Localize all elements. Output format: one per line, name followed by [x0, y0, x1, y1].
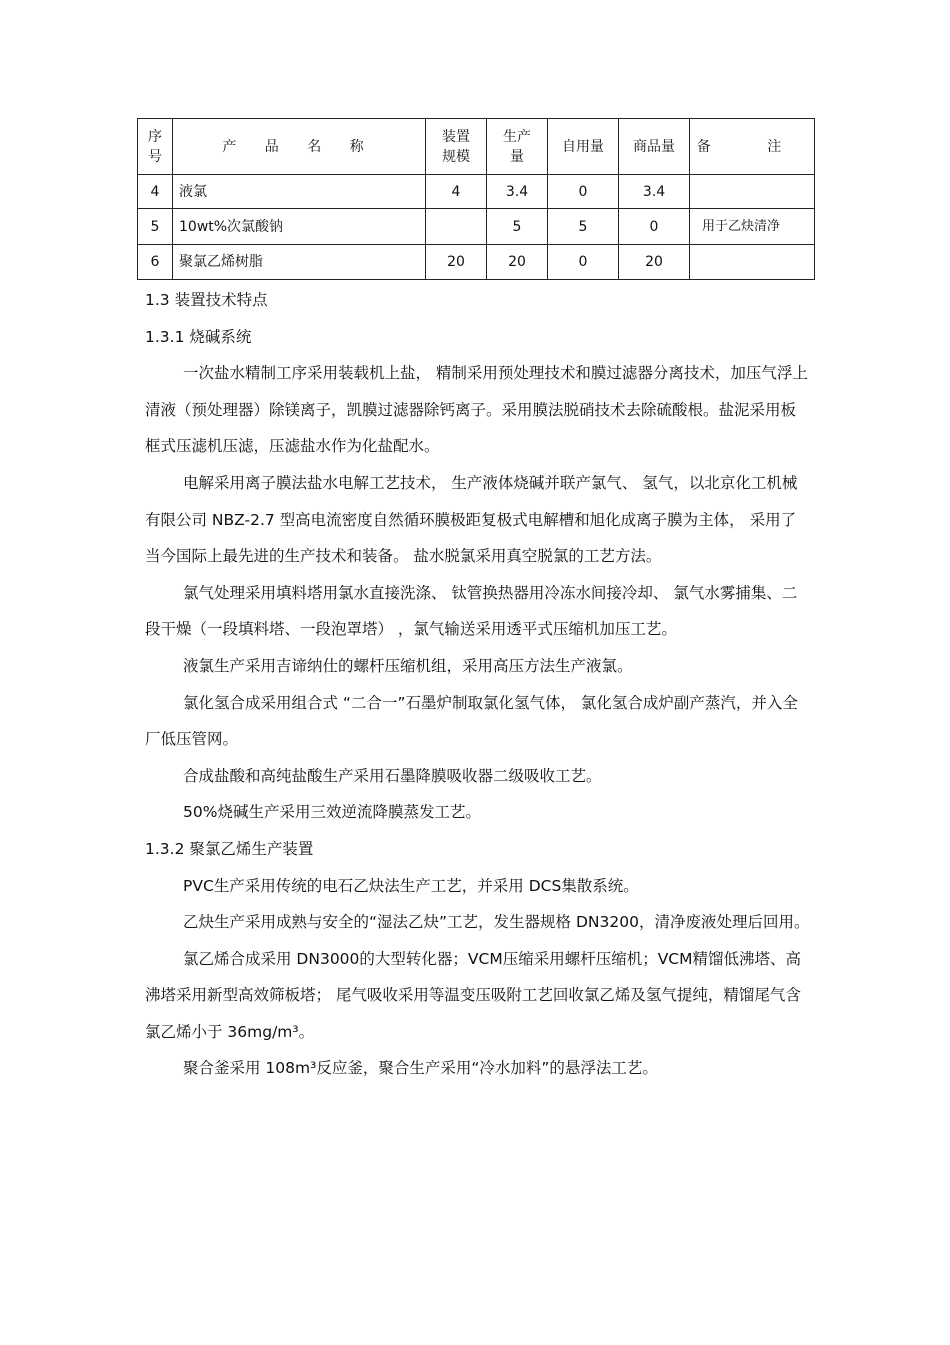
header-no: 序 号	[138, 119, 173, 175]
paragraph-electrolysis: 电解采用离子膜法盐水电解工艺技术， 生产液体烧碱并联产氯气、 氢气，以北京化工机械有限公司 NBZ-2.7 型高电流密度自然循环膜极距复极式电解槽和旭化成离子膜为主体， 采用了当今国际上最先进的生产技术和装备。 盐水脱氯采用真空脱氯的工艺方法。	[145, 473, 798, 566]
cell-note	[690, 175, 815, 209]
table-header-row	[138, 119, 815, 175]
header-self-use: 自用量	[548, 119, 619, 175]
cell-commodity: 0	[619, 209, 690, 245]
cell-scale: 4	[426, 175, 487, 209]
paragraph-vcm: 氯乙烯合成采用 DN3000的大型转化器；VCM压缩采用螺杆压缩机；VCM精馏低沸塔、高沸塔采用新型高效筛板塔； 尾气吸收采用等温变压吸附工艺回收氯乙烯及氢气提纯，精馏尾气含氯乙烯小于 36mg/m³。	[145, 949, 802, 1041]
document-body	[145, 282, 810, 1087]
header-product-name: 产 品 名 称	[173, 119, 426, 175]
header-scale: 装置 规模	[426, 119, 487, 175]
paragraph-polymerization: 聚合釜采用 108m³反应釜，聚合生产采用“冷水加料”的悬浮法工艺。	[183, 1059, 658, 1078]
cell-self-use: 5	[548, 209, 619, 245]
cell-name: 液氯	[173, 175, 426, 209]
paragraph-pvc: PVC生产采用传统的电石乙炔法生产工艺，并采用 DCS集散系统。	[183, 876, 639, 895]
section-heading-1-3: 1.3 装置技术特点	[145, 291, 268, 309]
cell-output: 3.4	[487, 175, 548, 209]
cell-commodity: 20	[619, 245, 690, 280]
cell-note	[690, 245, 815, 280]
cell-no: 6	[138, 245, 173, 280]
cell-scale	[426, 209, 487, 245]
cell-no: 5	[138, 209, 173, 245]
product-table	[137, 118, 815, 280]
cell-note: 用于乙炔清净	[690, 209, 815, 245]
cell-self-use: 0	[548, 175, 619, 209]
cell-name: 聚氯乙烯树脂	[173, 245, 426, 280]
paragraph-liquid-chlorine: 液氯生产采用吉谛纳仕的螺杆压缩机组，采用高压方法生产液氯。	[183, 656, 633, 675]
paragraph-caustic-soda: 50%烧碱生产采用三效逆流降膜蒸发工艺。	[183, 803, 481, 822]
section-heading-1-3-1: 1.3.1 烧碱系统	[145, 327, 252, 346]
cell-no: 4	[138, 175, 173, 209]
paragraph-acetylene: 乙炔生产采用成熟与安全的“湿法乙炔”工艺，发生器规格 DN3200，清净废液处理后回用。	[183, 913, 810, 932]
paragraph-chlorine-treatment: 氯气处理采用填料塔用氯水直接洗涤、 钛管换热器用冷冻水间接冷却、 氯气水雾捕集、二段干燥（一段填料塔、一段泡罩塔） ，氯气输送采用透平式压缩机加压工艺。	[145, 583, 798, 639]
table-row	[138, 209, 815, 245]
paragraph-brine-refining: 一次盐水精制工序采用装载机上盐， 精制采用预处理技术和膜过滤器分离技术，加压气浮上清液（预处理器）除镁离子，凯膜过滤器除钙离子。采用膜法脱硝技术去除硫酸根。盐泥采用板框式压滤机压滤，压滤盐水作为化盐配水。	[145, 364, 808, 456]
cell-self-use: 0	[548, 245, 619, 280]
cell-scale: 20	[426, 245, 487, 280]
section-heading-1-3-2: 1.3.2 聚氯乙烯生产装置	[145, 839, 314, 858]
table-row	[138, 175, 815, 209]
header-note: 备 注	[690, 119, 815, 175]
cell-commodity: 3.4	[619, 175, 690, 209]
cell-output: 20	[487, 245, 548, 280]
table-row	[138, 245, 815, 280]
paragraph-hcl-synthesis: 氯化氢合成采用组合式 “二合一”石墨炉制取氯化氢气体， 氯化氢合成炉副产蒸汽，并入全厂低压管网。	[145, 693, 798, 749]
cell-output: 5	[487, 209, 548, 245]
paragraph-hydrochloric-acid: 合成盐酸和高纯盐酸生产采用石墨降膜吸收器二级吸收工艺。	[183, 766, 602, 785]
header-output: 生产 量	[487, 119, 548, 175]
cell-name: 10wt%次氯酸钠	[173, 209, 426, 245]
header-commodity: 商品量	[619, 119, 690, 175]
